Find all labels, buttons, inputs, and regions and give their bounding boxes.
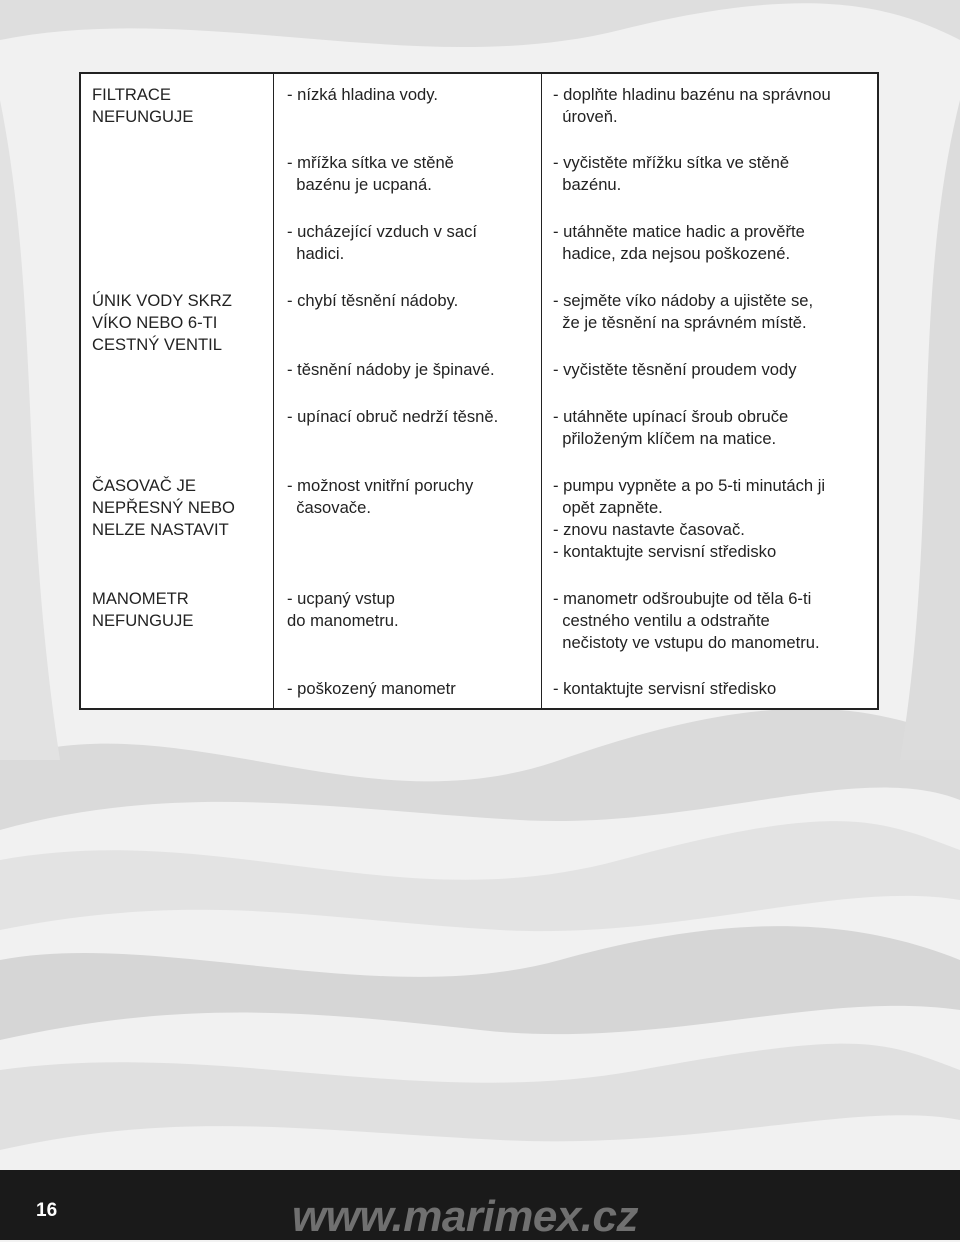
cause-text: - možnost vnitřní poruchy časovače. [287,476,474,517]
solution-text: - vyčistěte těsnění proudem vody [553,360,797,379]
cause-text: - ucházející vzduch v sací hadici. [287,222,477,263]
cause-text: - upínací obruč nedrží těsně. [287,407,499,426]
cause-text: - poškozený manometr [287,679,456,698]
troubleshooting-table [79,72,879,710]
column-divider [273,74,274,708]
column-divider [541,74,542,708]
problem-label: ÚNIK VODY SKRZ VÍKO NEBO 6-TI CESTNÝ VENTIL [92,291,232,354]
solution-text: - utáhněte matice hadic a prověřte hadice, zda nejsou poškozené. [553,222,805,263]
solution-text: - utáhněte upínací šroub obruče přiloženým klíčem na matice. [553,407,789,448]
solution-text: - kontaktujte servisní středisko [553,679,777,698]
problem-label: MANOMETR NEFUNGUJE [92,589,194,630]
problem-label: ČASOVAČ JE NEPŘESNÝ NEBO NELZE NASTAVIT [92,476,235,539]
website-url[interactable]: www.marimex.cz [292,1192,638,1241]
solution-text: - manometr odšroubujte od těla 6-ti cestného ventilu a odstraňte nečistoty ve vstupu do manometru. [553,589,820,652]
solution-text: - sejměte víko nádoby a ujistěte se, že je těsnění na správném místě. [553,291,814,332]
cause-text: - mřížka sítka ve stěně bazénu je ucpaná. [287,153,454,194]
solution-text: - pumpu vypněte a po 5-ti minutách ji opět zapněte. - znovu nastavte časovač. - kontaktujte servisní středisko [553,476,826,561]
cause-text: - těsnění nádoby je špinavé. [287,360,495,379]
cause-text: - nízká hladina vody. [287,85,438,104]
solution-text: - doplňte hladinu bazénu na správnou úroveň. [553,85,831,126]
solution-text: - vyčistěte mřížku sítka ve stěně bazénu. [553,153,790,194]
cause-text: - ucpaný vstup do manometru. [287,589,399,630]
problem-label: FILTRACE NEFUNGUJE [92,85,194,126]
page-number: 16 [36,1200,58,1221]
cause-text: - chybí těsnění nádoby. [287,291,459,310]
